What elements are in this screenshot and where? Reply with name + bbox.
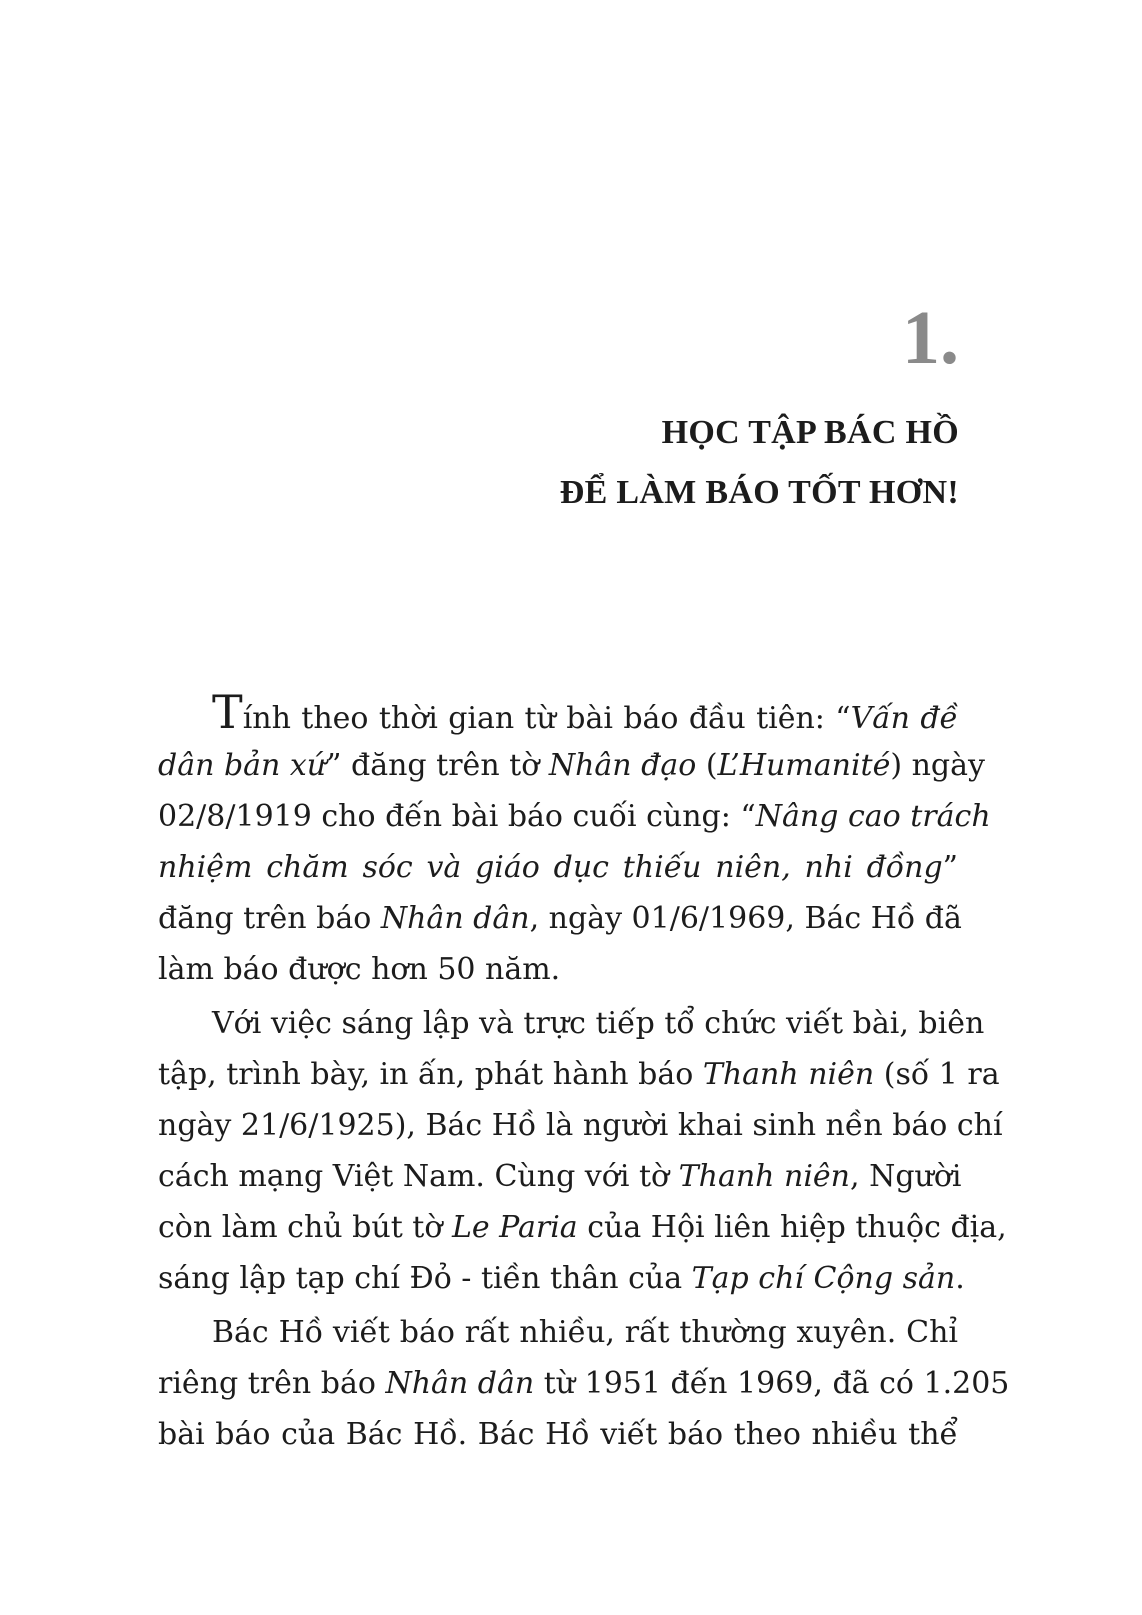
- text-line: dân bản xứ” đăng trên tờ Nhân đạo (L’Humanité) ngày: [158, 748, 985, 783]
- text-line: tập, trình bày, in ấn, phát hành báo Thanh niên (số 1 ra: [158, 1057, 1000, 1092]
- paragraph: [158, 1307, 1010, 1460]
- text-line: sáng lập tạp chí Đỏ - tiền thân của Tạp chí Cộng sản.: [158, 1261, 965, 1296]
- text-line: làm báo được hơn 50 năm.: [158, 952, 561, 987]
- paragraph: [158, 685, 991, 995]
- text-line: bài báo của Bác Hồ. Bác Hồ viết báo theo nhiều thể: [158, 1417, 958, 1452]
- text-line: 02/8/1919 cho đến bài báo cuối cùng: “Nâng cao trách: [158, 799, 991, 834]
- line-content: ính theo thời gian từ bài báo đầu tiên: “Vấn đề: [242, 701, 958, 736]
- body-text: [158, 685, 1010, 1460]
- text-line: cách mạng Việt Nam. Cùng với tờ Thanh niên, Người: [158, 1159, 962, 1194]
- text-line: Với việc sáng lập và trực tiếp tổ chức viết bài, biên: [212, 1006, 985, 1041]
- chapter-title-line: HỌC TẬP BÁC HỒ: [661, 414, 959, 451]
- text-line: còn làm chủ bút tờ Le Paria của Hội liên hiệp thuộc địa,: [158, 1210, 1007, 1245]
- text-line: đăng trên báo Nhân dân, ngày 01/6/1969, Bác Hồ đã: [158, 901, 962, 936]
- drop-cap: T: [212, 685, 243, 739]
- text-line: nhiệm chăm sóc và giáo dục thiếu niên, nhi đồng”: [158, 850, 958, 885]
- chapter-number: 1.: [902, 296, 959, 380]
- text-line: ngày 21/6/1925), Bác Hồ là người khai sinh nền báo chí: [158, 1108, 1003, 1143]
- chapter-title: [560, 403, 959, 523]
- text-line: [158, 685, 958, 740]
- paragraph: [158, 998, 1007, 1304]
- text-line: riêng trên báo Nhân dân từ 1951 đến 1969, đã có 1.205: [158, 1366, 1010, 1401]
- text-line: Bác Hồ viết báo rất nhiều, rất thường xuyên. Chỉ: [212, 1315, 958, 1350]
- chapter-title-line: ĐỂ LÀM BÁO TỐT HƠN!: [559, 474, 959, 511]
